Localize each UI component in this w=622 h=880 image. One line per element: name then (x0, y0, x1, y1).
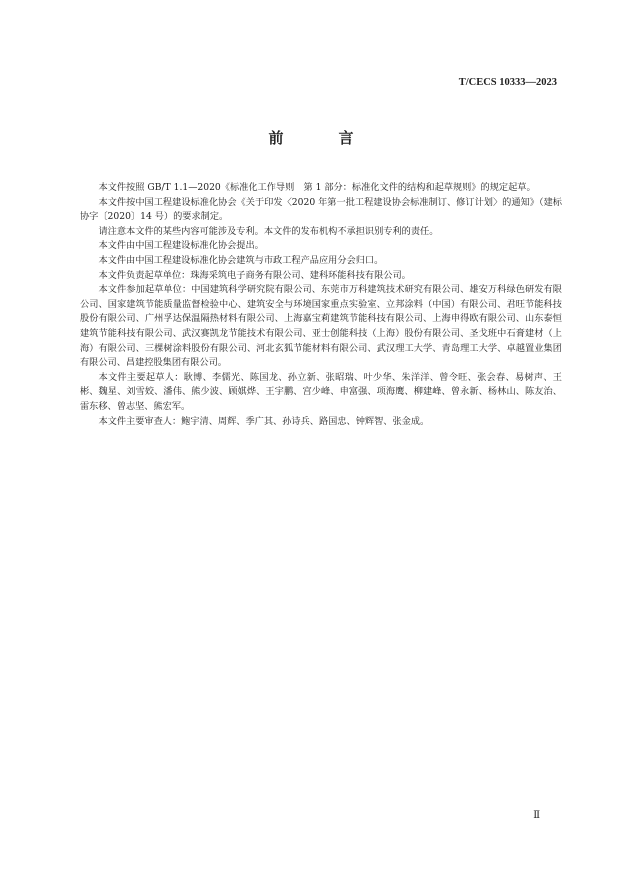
paragraph-main-reviewers: 本文件主要审查人：鲍宇清、周辉、季广其、孙诗兵、路国忠、钟辉智、张金成。 (98, 415, 430, 427)
foreword-body (80, 181, 562, 429)
paragraph-drafting-rules: 本文件按照 GB/T 1.1—2020《标准化工作导则 第 1 部分：标准化文件的结构和起草规则》的规定起草。 (98, 182, 536, 193)
paragraph-responsible-branch: 本文件由中国工程建设标准化协会建筑与市政工程产品应用分会归口。 (98, 254, 384, 266)
page-title: 前 言 (268, 129, 374, 147)
paragraph-participating-units: 本文件参加起草单位：中国建筑科学研究院有限公司、东莞市万科建筑技术研究有限公司、雄安万科绿色研发有限公司、国家建筑节能质量监督检验中心、建筑安全与环境国家重点实验室、立邦涂料（中国）有限公司、君旺节能科技股份有限公司、广州孚达保温隔热材料有限公司、上海嘉宝莉建筑节能科技有限公司、上海申得欧有限公司、山东泰恒建筑节能科技有限公司、武汉赛凯龙节能技术有限公司、亚士创能科技（上海）股份有限公司、圣戈班中石膏建材（上海）有限公司、三棵树涂料股份有限公司、河北玄狐节能材料有限公司、武汉理工大学、青岛理工大学、卓越置业集团有限公司、昌建控股集团有限公司。 (80, 284, 562, 369)
page-number: Ⅱ (533, 810, 540, 821)
paragraph-lead-drafters: 本文件负责起草单位：珠海采筑电子商务有限公司、建科环能科技有限公司。 (98, 269, 411, 281)
paragraph-plan-notice: 本文件按中国工程建设标准化协会《关于印发〈2020 年第一批工程建设协会标准制订、修订计划〉的通知》（建标协字〔2020〕14 号）的要求制定。 (80, 196, 562, 223)
paragraph-proposer: 本文件由中国工程建设标准化协会提出。 (98, 240, 264, 252)
standard-code: T/CECS 10333—2023 (458, 77, 557, 88)
paragraph-patent-notice: 请注意本文件的某些内容可能涉及专利。本文件的发布机构不承担识别专利的责任。 (98, 225, 439, 237)
paragraph-main-drafters: 本文件主要起草人：耿博、李儒光、陈国龙、孙立新、张昭瑞、叶少华、朱洋洋、曾令旺、张会春、易树声、王彬、魏星、刘雪姣、潘伟、熊少波、顾娸烨、王宇鹏、宫少峰、申富强、项海鹰、柳建峰、曾永新、杨林山、陈友治、雷东移、曾志坚、熊宏军。 (80, 371, 562, 412)
